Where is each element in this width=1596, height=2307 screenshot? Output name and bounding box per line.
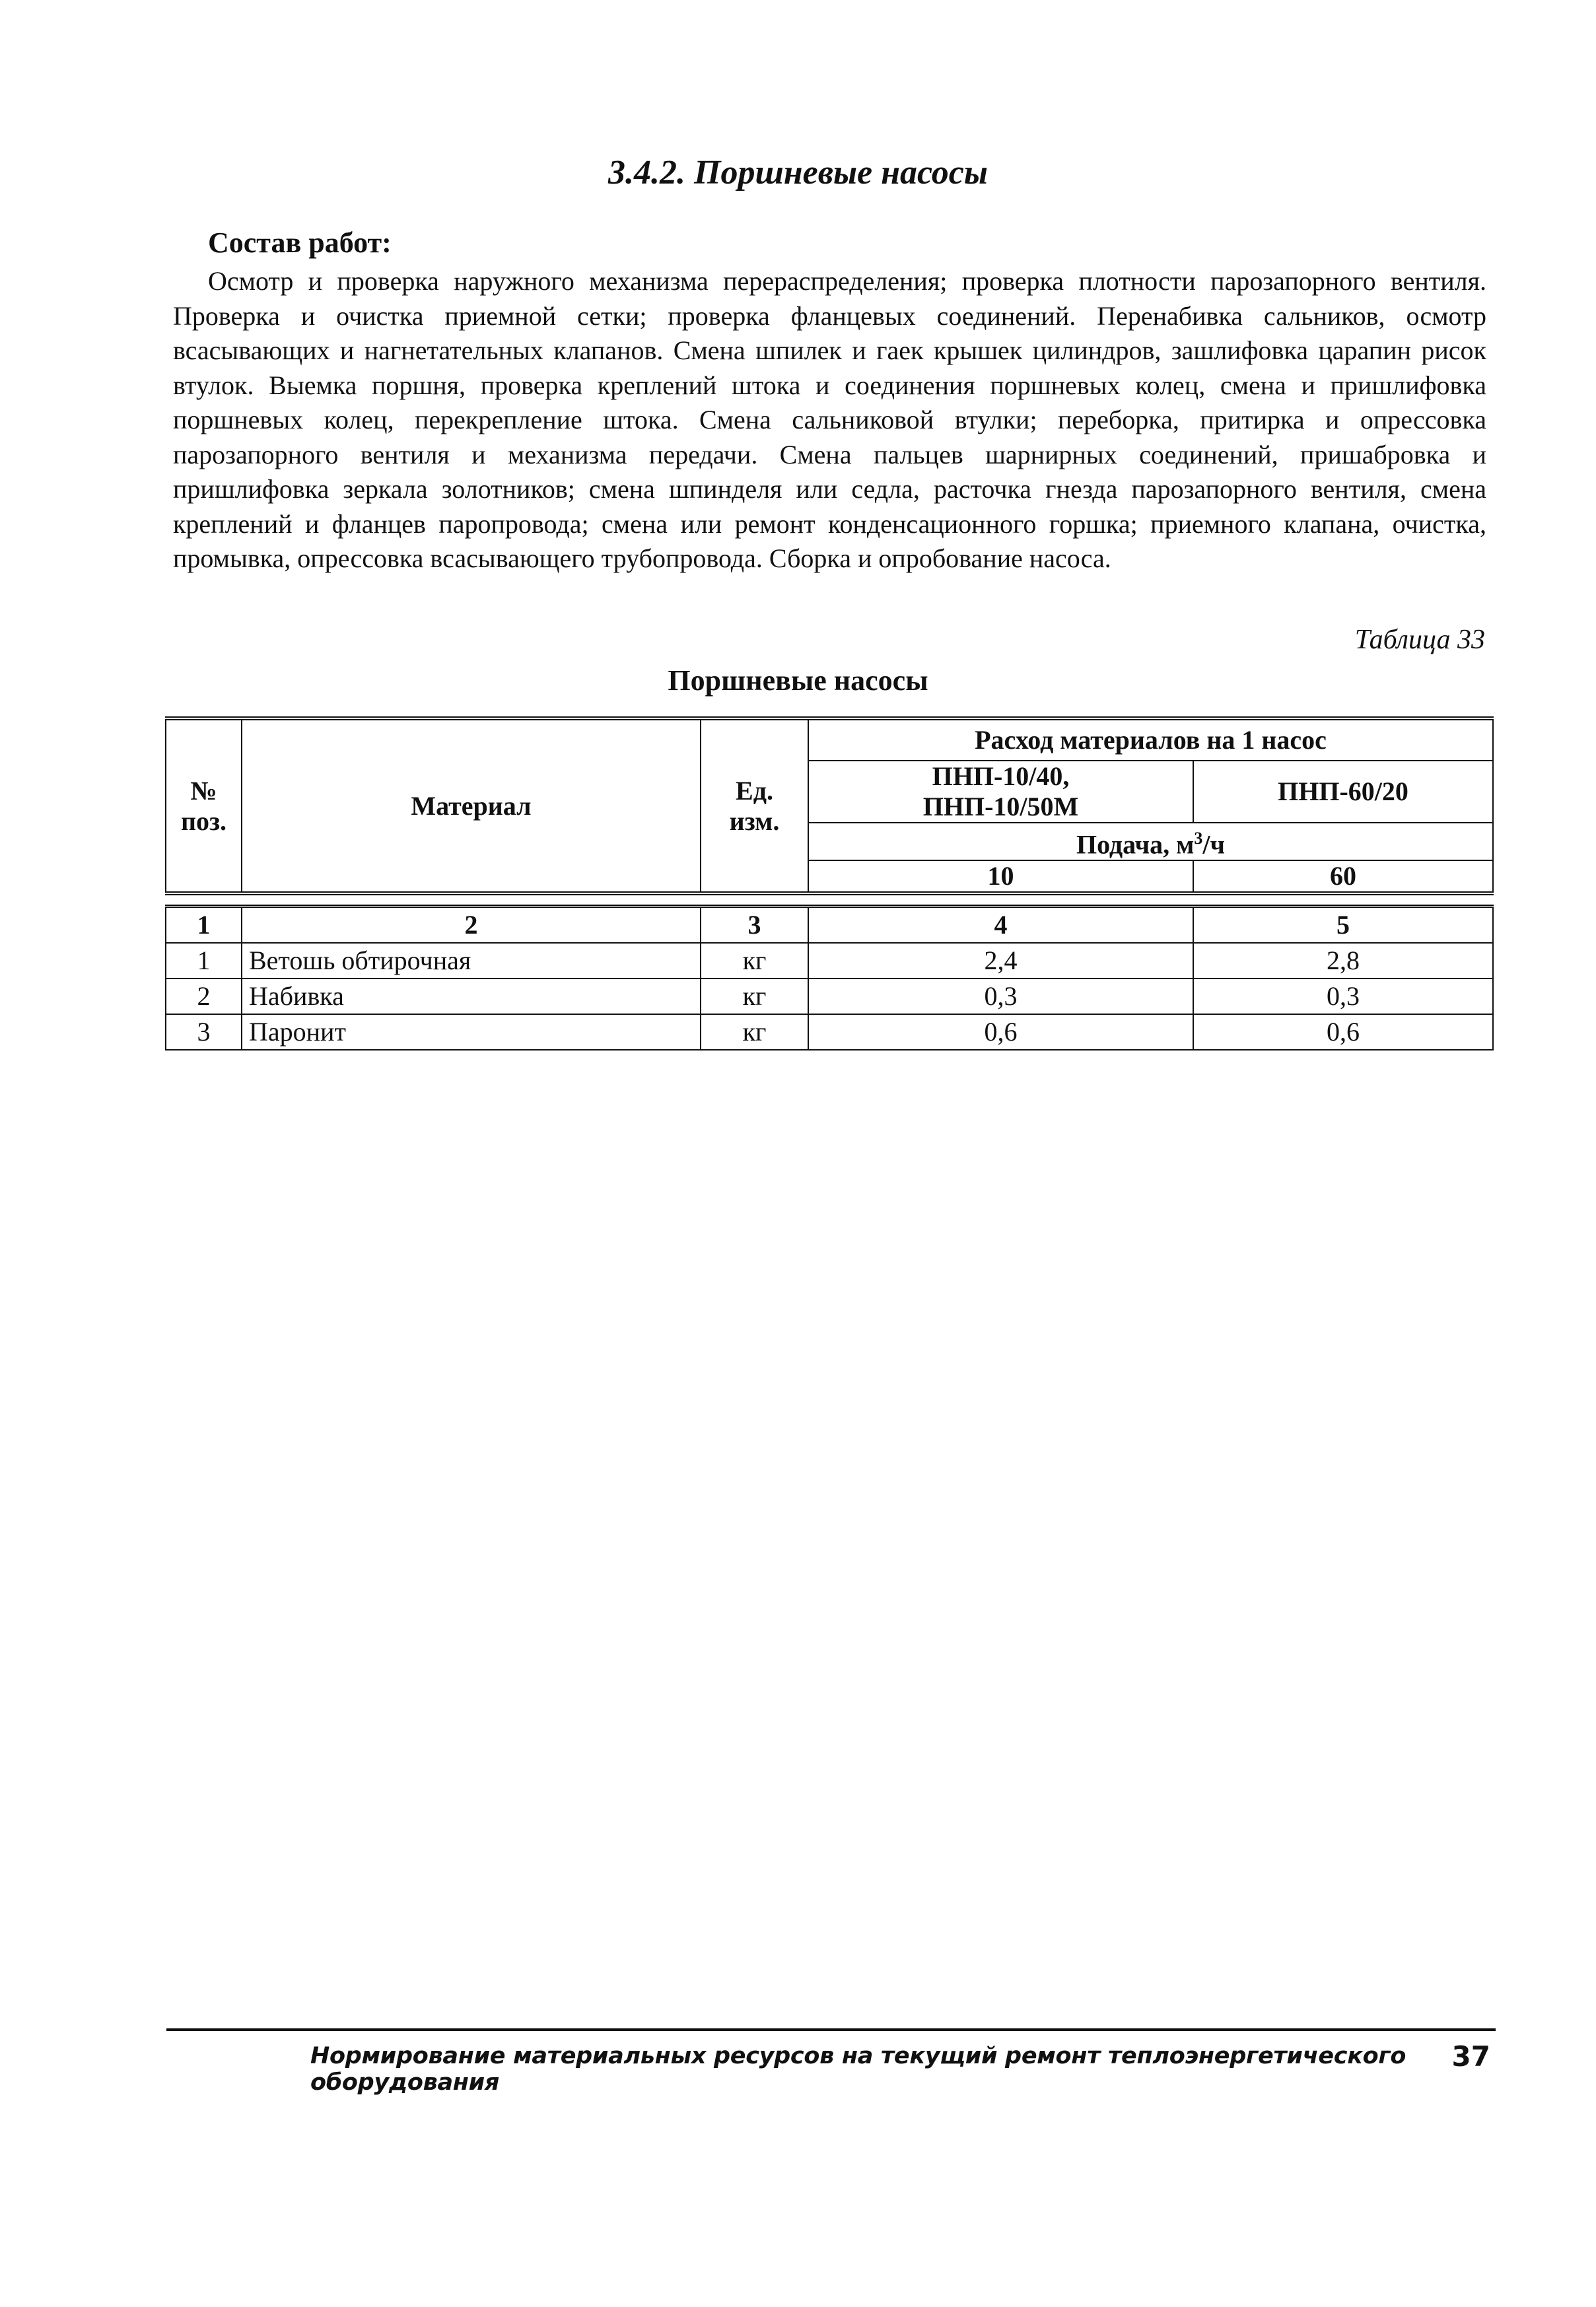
row-material: Паронит	[242, 1014, 701, 1050]
column-number: 5	[1193, 907, 1493, 944]
header-unit-line1: Ед.	[736, 775, 773, 806]
row-value-2: 2,8	[1193, 943, 1493, 979]
table-row	[166, 1014, 1493, 1050]
row-value-2: 0,6	[1193, 1014, 1493, 1050]
header-model1-line1: ПНП-10/40,	[932, 761, 1070, 791]
column-number: 1	[166, 907, 242, 944]
footer-divider	[166, 2028, 1496, 2031]
header-supply-value-2: 60	[1193, 860, 1493, 893]
table-row	[166, 943, 1493, 979]
materials-table	[165, 716, 1492, 1050]
header-pos-line1: №	[190, 775, 217, 806]
header-unit	[701, 718, 808, 893]
header-pos	[166, 718, 242, 893]
header-supply-suffix: /ч	[1202, 829, 1226, 860]
row-value-1: 2,4	[808, 943, 1193, 979]
header-model1	[808, 761, 1193, 823]
header-supply-value-1: 10	[808, 860, 1193, 893]
row-unit: кг	[701, 1014, 808, 1050]
row-unit: кг	[701, 943, 808, 979]
table-row	[166, 979, 1493, 1014]
row-material: Набивка	[242, 979, 701, 1014]
row-pos: 2	[166, 979, 242, 1014]
row-value-2: 0,3	[1193, 979, 1493, 1014]
row-value-1: 0,6	[808, 1014, 1193, 1050]
row-unit: кг	[701, 979, 808, 1014]
row-material: Ветошь обтирочная	[242, 943, 701, 979]
row-value-1: 0,3	[808, 979, 1193, 1014]
column-number: 2	[242, 907, 701, 944]
work-description: Осмотр и проверка наружного механизма перераспределения; проверка плотности парозапорного вентиля. Проверка и очистка приемной сетки; проверка фланцевых соединений. Перенабивка сальников, осмотр всасывающих и нагнетательных клапанов. Смена шпилек и гаек крышек цилиндров, зашлифовка царапин рисок втулок. Выемка поршня, проверка креплений штока и соединения поршневых колец, смена и пришлифовка поршневых колец, перекрепление штока. Смена сальниковой втулки; переборка, притирка и опрессовка парозапорного вентиля и механизма передачи. Смена пальцев шарнирных соединений, пришабровка и пришлифовка зеркала золотников; смена шпинделя или седла, расточка гнезда парозапорного вентиля, смена креплений и фланцев паропровода; смена или ремонт конденсационного горшка; приемного клапана, очистка, промывка, опрессовка всасывающего трубопровода. Сборка и опробование насоса.	[173, 266, 1486, 573]
header-supply-label: Подача, м	[1076, 829, 1195, 860]
header-model1-line2: ПНП-10/50М	[922, 792, 1079, 821]
table-label: Таблица 33	[1354, 625, 1485, 655]
table-header	[165, 716, 1494, 895]
column-number: 4	[808, 907, 1193, 944]
page-number: 37	[1451, 2040, 1490, 2073]
header-model2: ПНП-60/20	[1193, 761, 1493, 823]
header-pos-line2: поз.	[180, 806, 227, 836]
table-body	[165, 905, 1494, 1050]
footer-text: Нормирование материальных ресурсов на текущий ремонт теплоэнергетического оборудования	[310, 2043, 1406, 2096]
table-title: Поршневые насосы	[668, 664, 928, 697]
header-material: Материал	[242, 718, 701, 893]
header-consumption: Расход материалов на 1 насос	[808, 718, 1493, 761]
column-number-row	[166, 907, 1493, 944]
work-heading: Состав работ:	[208, 226, 392, 259]
section-title: 3.4.2. Поршневые насосы	[608, 154, 988, 191]
row-pos: 1	[166, 943, 242, 979]
header-unit-line2: изм.	[729, 806, 780, 836]
header-supply	[808, 823, 1493, 860]
header-supply-sup: 3	[1194, 829, 1203, 848]
row-pos: 3	[166, 1014, 242, 1050]
column-number: 3	[701, 907, 808, 944]
